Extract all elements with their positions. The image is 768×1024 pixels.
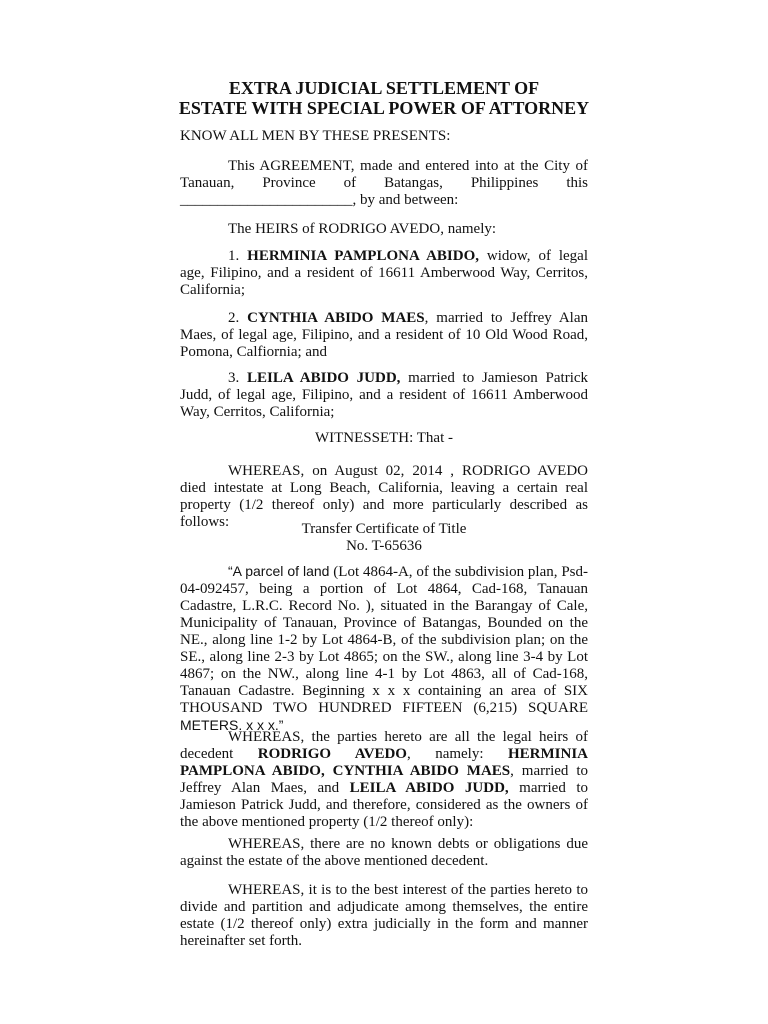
- paragraph-text: , namely:: [406, 746, 508, 762]
- title-line-2: ESTATE WITH SPECIAL POWER OF ATTORNEY: [178, 98, 590, 118]
- heir-details: widow, of legal age, Filipino, and a resident of 16611 Amberwood Way, Cerritos, California;: [180, 248, 589, 298]
- land-quote-close: METERS. x x x.”: [180, 717, 284, 733]
- heir-name: LEILA ABIDO JUDD,: [349, 780, 509, 796]
- heir-item: [180, 248, 588, 299]
- tct-label: Transfer Certificate of Title: [301, 521, 467, 537]
- title-certificate-block: [180, 521, 588, 555]
- paragraph-text: , married to Jeffrey Alan Maes, and: [180, 763, 588, 796]
- witnesseth-heading: WITNESSETH: That -: [314, 430, 454, 446]
- whereas-death-paragraph: WHEREAS, on August 02, 2014 , RODRIGO AVEDO died intestate at Long Beach, California, leaving a certain real property (1/2 thereof only) and more particularly described as follows:: [180, 463, 588, 530]
- heir-name: LEILA ABIDO JUDD,: [247, 370, 401, 386]
- whereas-partition-paragraph: WHEREAS, it is to the best interest of the parties hereto to divide and partition and adjudicate among themselves, the entire estate (1/2 thereof only) extra judicially in the form and manner hereinafter set forth.: [180, 882, 588, 949]
- heir-name: HERMINIA PAMPLONA ABIDO,: [247, 248, 479, 264]
- heir-number: 3.: [228, 370, 247, 386]
- heir-details: , married to Jeffrey Alan Maes, of legal age, Filipino, and a resident of 10 Old Wood Road, Pomona, Calfiornia; and: [180, 310, 589, 360]
- decedent-name: RODRIGO AVEDO: [257, 746, 407, 762]
- whereas-debts-paragraph: WHEREAS, there are no known debts or obligations due against the estate of the above mentioned decedent.: [180, 836, 588, 869]
- heirs-intro: The HEIRS of RODRIGO AVEDO, namely:: [228, 221, 497, 237]
- land-quote-open: “A parcel of land: [228, 563, 330, 579]
- heir-item: [180, 310, 588, 361]
- heir-details: married to Jamieson Patrick Judd, of legal age, Filipino, and a resident of 16611 Amberwood Way, Cerritos, California;: [180, 370, 589, 420]
- agreement-paragraph: This AGREEMENT, made and entered into at the City of Tanauan, Province of Batangas, Philippines this _______________________, by and between:: [180, 158, 588, 208]
- tct-number: No. T-65636: [346, 538, 422, 554]
- land-description-paragraph: [180, 563, 588, 735]
- heir-names: HERMINIA PAMPLONA ABIDO, CYNTHIA ABIDO MAES: [180, 746, 588, 779]
- document-title: [0, 78, 768, 118]
- heir-item: [180, 370, 588, 421]
- heir-number: 1.: [228, 248, 248, 264]
- land-description-body: (Lot 4864-A, of the subdivision plan, Psd-04-092457, being a portion of Lot 4864, Cad-168, Tanauan Cadastre, L.R.C. Record No. ), situated in the Barangay of Cale, Municipality of Tanauan, Province of Batangas, Bounded on the NE., along line 1-2 by Lot 4864-B, of the subdivision plan; on the SE., along line 2-3 by Lot 4865; on the SW., along line 3-4 by Lot 4867; on the NW., along line 4-1 by Lot 4863, all of Cad-168, Tanauan Cadastre. Beginning x x x containing an area of SIX THOUSAND TWO HUNDRED FIFTEEN (6,215) SQUARE: [180, 564, 588, 716]
- paragraph-text: WHEREAS, the parties hereto are all the legal heirs of decedent: [180, 729, 588, 762]
- heir-number: 2.: [228, 310, 248, 326]
- know-all-heading: KNOW ALL MEN BY THESE PRESENTS:: [180, 128, 451, 144]
- whereas-heirs-paragraph: [180, 729, 588, 831]
- title-line-1: EXTRA JUDICIAL SETTLEMENT OF: [228, 78, 540, 98]
- heir-name: CYNTHIA ABIDO MAES: [247, 310, 425, 326]
- paragraph-text: married to Jamieson Patrick Judd, and therefore, considered as the owners of the above mentioned property (1/2 thereof only):: [180, 780, 588, 830]
